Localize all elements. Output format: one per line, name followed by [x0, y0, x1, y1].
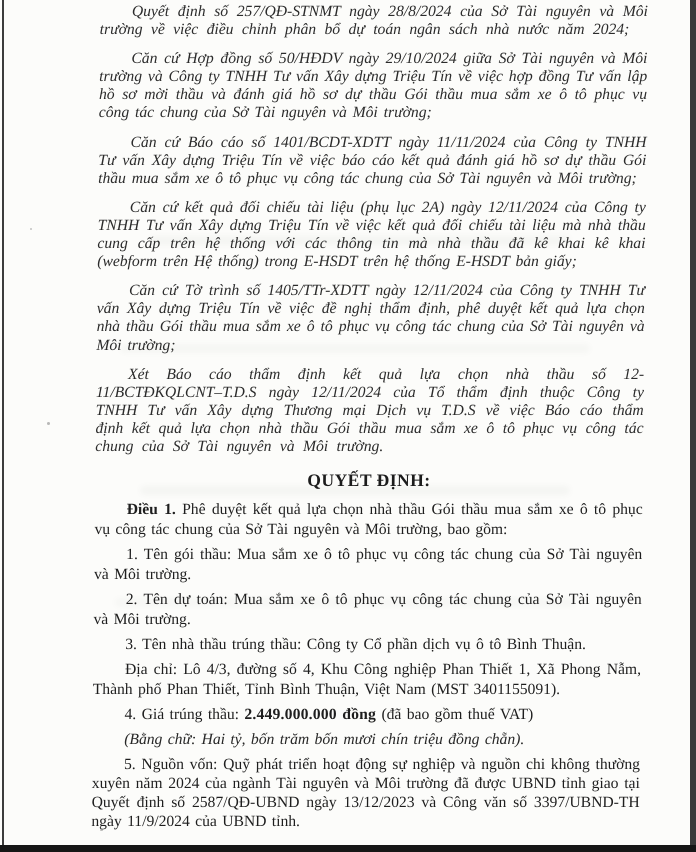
scan-dust-speck	[47, 422, 50, 425]
scan-left-border	[2, 0, 4, 852]
item-2-ten-du-toan: 2. Tên dự toán: Mua sắm xe ô tô phục vụ công tác chung của Sở Tài nguyên và Môi trường.	[93, 591, 642, 629]
citation-paragraph-257-qd-stnmt: Quyết định số 257/QĐ-STNMT ngày 28/8/2024 của Sở Tài nguyên và Môi trường về việc điều chỉnh phân bổ dự toán ngân sách nhà nước năm 2024;	[99, 3, 649, 39]
item-1-ten-goi-thau: 1. Tên gói thầu: Mua sắm xe ô tô phục vụ công tác chung của Sở Tài nguyên và Môi trường.	[93, 546, 643, 584]
winner-address: Địa chỉ: Lô 4/3, đường số 4, Khu Công nghiệp Phan Thiết 1, Xã Phong Nẫm, Thành phố Phan Thiết, Tỉnh Bình Thuận, Việt Nam (MST 3401155091).	[92, 661, 642, 699]
item-4-vat-note: (đã bao gồm thuế VAT)	[381, 706, 534, 724]
item-3-ten-nha-thau-trung-thau: 3. Tên nhà thầu trúng thầu: Công ty Cổ phần dịch vụ ô tô Bình Thuận.	[125, 636, 587, 654]
citation-paragraph-hop-dong-50-hddv: Căn cứ Hợp đồng số 50/HĐDV ngày 29/10/2024 giữa Sở Tài nguyên và Môi trường và Công ty TNHH Tư vấn Xây dựng Triệu Tín về việc hợp đồng Tư vấn lập hồ sơ mời thầu và đánh giá hồ sơ dự thầu Gói thầu mua sắm xe ô tô phục vụ công tác chung của Sở Tài nguyên và Môi trường;	[98, 50, 648, 122]
scan-right-border	[690, 0, 696, 852]
document-body	[91, 3, 648, 836]
item-5-nguon-von: 5. Nguồn vốn: Quỹ phát triển hoạt động sự nghiệp và nguồn chi không thường xuyên năm 2024 của ngành Tài nguyên và Môi trường đã được UBND tỉnh giao tại Quyết định số 2587/QĐ-UBND ngày 13/12/2023 và Công văn số 3397/UBND-TH ngày 11/9/2024 của UBND tỉnh.	[91, 756, 641, 831]
citation-paragraph-to-trinh-1405: Căn cứ Tờ trình số 1405/TTr-XDTT ngày 12/11/2024 của Công ty TNHH Tư vấn Xây dựng Triệu Tín về việc đề nghị thẩm định, phê duyệt kết quả lựa chọn nhà thầu Gói thầu mua sắm xe ô tô phục vụ công tác chung của Sở Tài nguyên và Môi trường;	[96, 282, 646, 354]
item-4-amount: 2.449.000.000 đồng	[244, 706, 377, 724]
decision-heading: QUYẾT ĐỊNH:	[307, 470, 431, 491]
scan-bottom-border	[0, 845, 696, 852]
article-1-intro-text: Phê duyệt kết quả lựa chọn nhà thầu Gói thầu mua sắm xe ô tô phục vụ công tác chung của Sở Tài nguyên và Môi trường, bao gồm:	[94, 501, 643, 539]
item-4-amount-in-words: (Bằng chữ: Hai tỷ, bốn trăm bốn mươi chín triệu đồng chẵn).	[124, 731, 525, 749]
citation-paragraph-bao-cao-tham-dinh: Xét Báo cáo thẩm định kết quả lựa chọn nhà thầu số 12-11/BCTĐKQLCNT–T.D.S ngày 12/11/2024 của Tổ thẩm định thuộc Công ty TNHH Tư vấn Xây dựng Thương mại Dịch vụ T.D.S về việc Báo cáo thẩm định kết quả lựa chọn nhà thầu Gói thầu mua sắm xe ô tô phục vụ công tác chung của Sở Tài nguyên và Môi trường.	[95, 365, 645, 455]
article-1-paragraph	[94, 500, 642, 540]
item-4-gia-trung-thau	[92, 705, 640, 725]
article-1-label: Điều 1.	[126, 501, 176, 519]
scan-dust-speck	[30, 228, 32, 230]
citation-paragraph-doi-chieu-tai-lieu: Căn cứ kết quả đối chiếu tài liệu (phụ lục 2A) ngày 12/11/2024 của Công ty TNHH Tư vấn Xây dựng Triệu Tín về việc kết quả đối chiếu tài liệu mà nhà thầu cung cấp trên hệ thống với các thông tin mà nhà thầu đã kê khai kê khai (webform trên Hệ thống) trong E-HSDT trên hệ thống E-HSDT bản giấy;	[97, 198, 646, 271]
citation-paragraph-bao-cao-1401: Căn cứ Báo cáo số 1401/BCDT-XDTT ngày 11/11/2024 của Công ty TNHH Tư vấn Xây dựng Triệu Tín về việc báo cáo kết quả đánh giá hồ sơ dự thầu Gói thầu mua sắm xe ô tô phục vụ công tác chung của Sở Tài nguyên và Môi trường;	[98, 133, 647, 187]
item-4-label: 4. Giá trúng thầu:	[124, 706, 240, 724]
